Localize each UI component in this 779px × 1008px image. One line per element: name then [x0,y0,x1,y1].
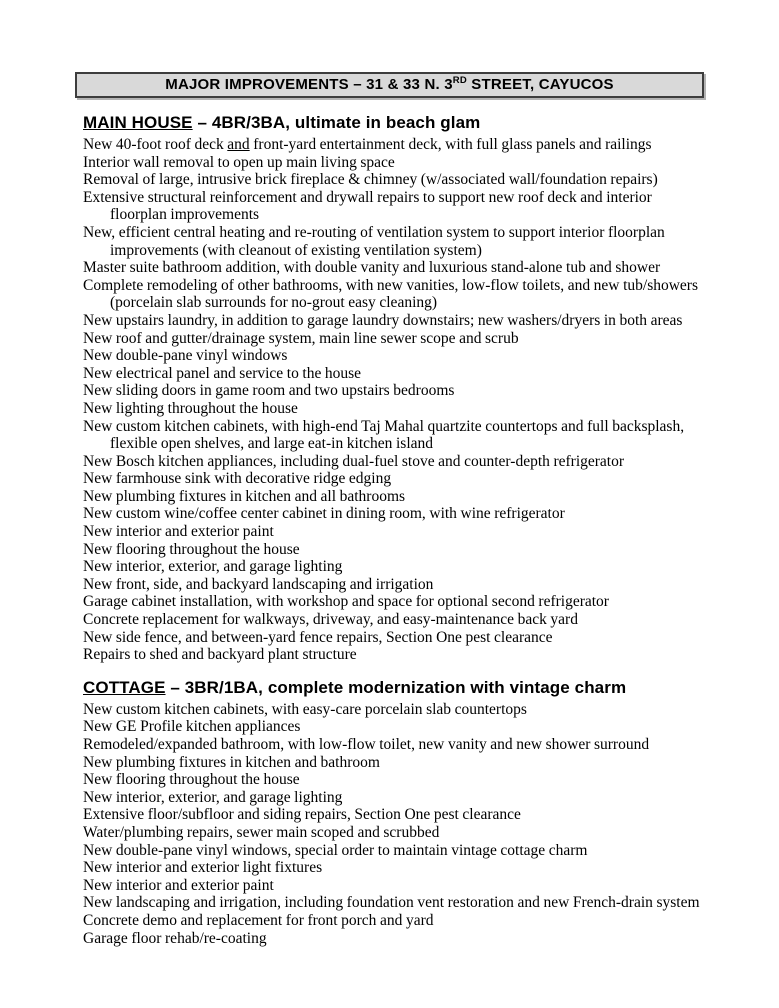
item-text: Repairs to shed and backyard plant structure [83,646,357,664]
list-item [83,736,708,754]
item-text: New electrical panel and service to the house [83,364,362,382]
list-item [83,842,708,860]
list-item [83,523,708,541]
list-item [83,824,708,842]
list-item [83,277,708,312]
list-item [83,701,708,719]
item-text: Removal of large, intrusive brick fireplace & chimney (w/associated wall/foundation repairs) [83,171,658,189]
item-text: New custom wine/coffee center cabinet in dining room, with wine refrigerator [83,505,565,523]
item-text: New side fence, and between-yard fence repairs, Section One pest clearance [83,628,553,646]
list-item [83,505,708,523]
item-text: New plumbing fixtures in kitchen and bathroom [83,753,380,771]
title-banner [75,72,704,98]
item-text: New plumbing fixtures in kitchen and all bathrooms [83,487,406,505]
list-item [83,894,708,912]
item-text: New flooring throughout the house [83,771,300,789]
improvements-section-main-house [83,113,708,664]
list-item [83,418,708,453]
banner-title-prefix: MAJOR IMPROVEMENTS – 31 & 33 N. 3 [165,76,453,93]
section-heading-description: – 3BR/1BA, complete modernization with vintage charm [165,677,627,697]
item-text: Water/plumbing repairs, sewer main scoped and scrubbed [83,823,440,841]
list-item [83,400,708,418]
item-text: New double-pane vinyl windows, special order to maintain vintage cottage charm [83,841,588,859]
list-item [83,347,708,365]
list-item [83,259,708,277]
list-item [83,930,708,948]
list-item [83,330,708,348]
section-heading-name: COTTAGE [83,677,166,697]
item-text: New roof and gutter/drainage system, main line sewer scope and scrub [83,329,519,347]
list-item [83,312,708,330]
section-heading-description: – 4BR/3BA, ultimate in beach glam [192,113,481,132]
list-item [83,154,708,172]
item-text: Interior wall removal to open up main living space [83,153,395,171]
list-item [83,171,708,189]
item-text: New interior, exterior, and garage lighting [83,558,343,576]
list-item [83,771,708,789]
list-item [83,754,708,772]
list-item [83,859,708,877]
item-text: New landscaping and irrigation, including foundation vent restoration and new French-drain system [83,894,700,912]
item-text: Garage floor rehab/re-coating [83,929,267,947]
section-heading [83,113,708,133]
section-heading-name: MAIN HOUSE [83,113,193,132]
banner-title-superscript: RD [452,75,467,86]
item-text: New custom kitchen cabinets, with high-end Taj Mahal quartzite countertops and full backsplash, flexible open shelves, and large eat-in kitchen island [83,417,685,453]
list-item [83,576,708,594]
list-item [83,541,708,559]
item-text: New upstairs laundry, in addition to garage laundry downstairs; new washers/dryers in both areas [83,311,683,329]
item-text: New flooring throughout the house [83,540,300,558]
item-text: New interior and exterior paint [83,876,274,894]
item-text: front-yard entertainment deck, with full glass panels and railings [249,136,652,153]
section-heading [83,678,708,698]
list-item [83,224,708,259]
list-item [83,912,708,930]
underlined-text: and [227,136,250,153]
list-item [83,593,708,611]
list-item [83,189,708,224]
item-text: Garage cabinet installation, with workshop and space for optional second refrigerator [83,593,609,611]
list-item [83,136,708,154]
item-text: New interior, exterior, and garage lighting [83,788,343,806]
item-text: Remodeled/expanded bathroom, with low-flow toilet, new vanity and new shower surround [83,736,650,753]
item-text: New custom kitchen cabinets, with easy-care porcelain slab countertops [83,700,527,718]
improvements-section-cottage [83,678,708,947]
item-text: New Bosch kitchen appliances, including dual-fuel stove and counter-depth refrigerator [83,452,625,470]
list-item [83,877,708,895]
item-text: Complete remodeling of other bathrooms, with new vanities, low-flow toilets, and new tub/showers (porcelain slab surrounds for no-grout easy cleaning) [83,276,698,312]
item-text: New 40-foot roof deck [83,136,228,153]
list-item [83,611,708,629]
item-text: Extensive floor/subfloor and siding repairs, Section One pest clearance [83,806,521,824]
item-text: New interior and exterior paint [83,523,274,541]
list-item [83,365,708,383]
document-body [83,113,708,947]
banner-title-suffix: STREET, CAYUCOS [466,76,614,93]
item-text: New lighting throughout the house [83,399,298,417]
list-item [83,453,708,471]
item-text: New front, side, and backyard landscaping and irrigation [83,575,434,593]
item-text: New farmhouse sink with decorative ridge edging [83,470,392,488]
item-text: New interior and exterior light fixtures [83,859,323,877]
list-item [83,646,708,664]
list-item [83,789,708,807]
list-item [83,629,708,647]
list-item [83,382,708,400]
list-item [83,806,708,824]
list-item [83,718,708,736]
item-text: New sliding doors in game room and two upstairs bedrooms [83,382,455,400]
list-item [83,470,708,488]
list-item [83,488,708,506]
item-text: New, efficient central heating and re-routing of ventilation system to support interior floorplan improvements (with cleanout of existing ventilation system) [83,223,665,259]
item-text: Extensive structural reinforcement and drywall repairs to support new roof deck and interior floorplan improvements [83,188,652,224]
list-item [83,558,708,576]
item-text: New double-pane vinyl windows [83,347,288,365]
item-text: Concrete replacement for walkways, driveway, and easy-maintenance back yard [83,611,578,629]
item-text: Master suite bathroom addition, with double vanity and luxurious stand-alone tub and shower [83,259,661,277]
item-text: New GE Profile kitchen appliances [83,718,301,736]
item-text: Concrete demo and replacement for front porch and yard [83,911,434,929]
